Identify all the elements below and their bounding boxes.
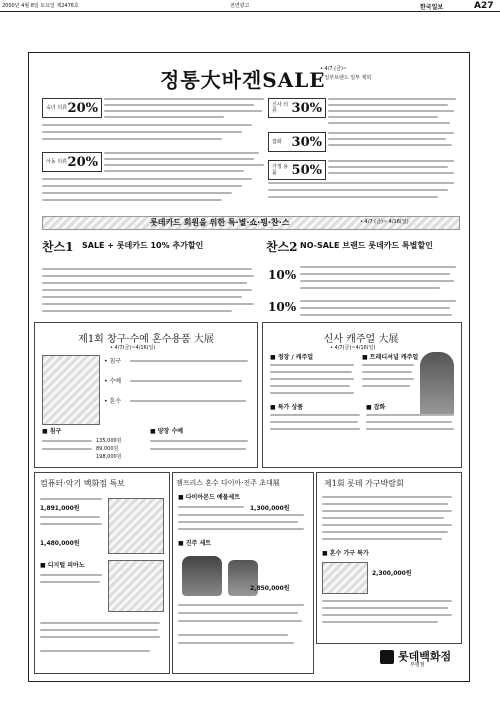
mens-text-line: [270, 371, 352, 373]
banner-text-line: [328, 110, 454, 112]
jewelry-text-line: [178, 642, 294, 644]
banner-text-line: [104, 170, 244, 172]
pct-label-c: 아동 의류: [46, 159, 67, 165]
furniture-text-line: [322, 600, 452, 602]
pct-f: 50%: [291, 162, 322, 178]
banner-text-line: [328, 160, 454, 162]
chance-text-line: [42, 282, 247, 284]
computer-text-line: [40, 516, 100, 518]
jewelry-text-line: [178, 514, 304, 516]
jewelry-text-line: [178, 528, 304, 530]
banner-text-line: [104, 110, 262, 112]
jewelry-text-line: [178, 612, 298, 614]
mens-text-line: [270, 414, 360, 416]
jewelry-text-line: [178, 620, 302, 622]
header-rule: [0, 11, 500, 12]
banner-title: 정통大바겐SALE: [160, 68, 326, 92]
banner-text-line: [268, 189, 448, 191]
computer-text-line: [40, 636, 160, 638]
mens-text-line: [270, 392, 354, 394]
pct-label-f: 가정 용품: [272, 164, 289, 176]
furniture-text-line: [322, 607, 448, 609]
wedding-right-label: ■ 양장 수예: [150, 428, 184, 435]
wedding-item3: • 혼수: [104, 398, 122, 405]
mens-sale-label2: ■ 잡화: [366, 404, 386, 411]
banner-text-line: [328, 104, 448, 106]
wedding-price: 89,000원: [96, 446, 119, 452]
jewelry-text-line: [178, 506, 244, 508]
mens-text-line: [270, 428, 360, 430]
furniture-photo: [322, 562, 368, 594]
wedding-date: • 4/7(금)~4/16(일): [110, 345, 156, 351]
banner-text-line: [268, 182, 454, 184]
furniture-text-line: [322, 614, 452, 616]
furniture-price: 2,300,000원: [372, 570, 412, 577]
wedding-left-label: ■ 침구: [42, 428, 62, 435]
mens-text-line: [362, 371, 412, 373]
header-date: 2000년 4월 8일 토요일 제2476호: [2, 3, 79, 9]
banner-text-line: [42, 131, 242, 133]
wedding-text-line: [42, 448, 92, 450]
banner-note: • 일부브랜드 일부 제외: [320, 75, 372, 81]
banner-text-line: [104, 98, 264, 100]
banner-text-line: [104, 116, 224, 118]
mens-title: 신사 캐주얼 大展: [323, 334, 399, 345]
wedding-item1: • 침구: [104, 358, 122, 365]
mens-text-line: [362, 378, 414, 380]
wedding-price: 135,000원: [96, 438, 122, 444]
pct-d: 30%: [291, 134, 322, 150]
mens-text-line: [270, 364, 354, 366]
chance-text-line: [42, 268, 252, 270]
furniture-text-line: [322, 510, 452, 512]
furniture-text-line: [322, 538, 442, 540]
wedding-price: 198,000원: [96, 454, 122, 460]
banner-text-line: [42, 138, 222, 140]
computer-text-line: [40, 581, 100, 583]
computer-text-line: [40, 650, 150, 652]
chance-text-line: [300, 300, 456, 302]
lotte-logo-mark: [380, 650, 394, 664]
chance2-label: 찬스2: [266, 240, 298, 254]
furniture-label: ■ 혼수 가구 특가: [322, 550, 369, 557]
rocket-title: 롯데카드 회원을 위한 특·별·쇼·핑·찬·스: [150, 218, 290, 227]
banner-text-line: [328, 116, 438, 118]
pct-label-d: 잡화: [272, 139, 282, 145]
chance-text-line: [300, 273, 450, 275]
wedding-photo: [42, 355, 100, 425]
banner-text-line: [268, 196, 438, 198]
jewelry-label1: ■ 다이아몬드 예물세트: [178, 494, 241, 501]
furniture-text-line: [322, 503, 448, 505]
logo-name: 롯데백화점: [398, 650, 452, 663]
piano-photo: [108, 560, 164, 612]
mens-date: • 4/7(금)~4/16(일): [330, 345, 376, 351]
computer-text-line: [40, 523, 102, 525]
banner-text-line: [328, 122, 450, 124]
wedding-text-line: [130, 380, 242, 382]
furniture-title: 제1회 롯데 가구박람회: [324, 479, 404, 488]
banner-text-line: [328, 138, 446, 140]
chance-text-line: [42, 310, 232, 312]
furniture-text-line: [322, 496, 452, 498]
wedding-text-line: [130, 360, 248, 362]
jewelry-bag-photo: [182, 556, 222, 596]
wedding-item2: • 수예: [104, 378, 122, 385]
pct-c: 20%: [67, 154, 98, 170]
chance-text-line: [300, 314, 452, 316]
banner-text-line: [42, 185, 242, 187]
pct-box-a: [42, 98, 102, 118]
mens-model-photo: [420, 352, 454, 416]
furniture-text-line: [322, 531, 448, 533]
computer-text-line: [40, 574, 102, 576]
mens-text-line: [366, 421, 452, 423]
computer-text-line: [40, 622, 160, 624]
banner-text-line: [104, 104, 254, 106]
furniture-text-line: [322, 517, 444, 519]
jewelry-price1: 1,300,000원: [250, 505, 290, 512]
mens-text-line: [366, 414, 454, 416]
header-paper: 한국일보: [420, 4, 444, 11]
banner-text-line: [104, 152, 259, 154]
banner-text-line: [328, 144, 452, 146]
mens-left-label: ■ 정장 / 캐주얼: [270, 354, 314, 361]
computer-title: 컴퓨터·악기 백화점 특보: [40, 479, 125, 488]
jewelry-title: 젬프리스 혼수 다이아·진주 초대展: [176, 479, 280, 487]
furniture-text-line: [322, 524, 452, 526]
computer-text-line: [40, 498, 102, 500]
jewelry-label2: ■ 진주 세트: [178, 540, 212, 547]
pct-label-b: 신사 의류: [272, 102, 289, 114]
chance2-pct2: 10%: [268, 300, 297, 314]
computer-photo: [108, 498, 164, 554]
mens-text-line: [362, 385, 410, 387]
rocket-date: • 4/7 (금)~ 4/16(일): [360, 219, 409, 225]
chance-text-line: [42, 303, 254, 305]
mens-text-line: [270, 421, 358, 423]
chance-text-line: [42, 275, 254, 277]
banner-text-line: [328, 172, 454, 174]
mens-sale-label: ■ 특가 상품: [270, 404, 304, 411]
header-section: 전면광고: [230, 3, 250, 9]
chance2-pct1: 10%: [268, 268, 297, 282]
jewelry-text-line: [178, 521, 298, 523]
chance-text-line: [42, 296, 242, 298]
pct-box-d: [268, 132, 326, 152]
banner-text-line: [42, 178, 252, 180]
wedding-text-line: [150, 440, 248, 442]
computer-badge: ■ 디지털 피아노: [40, 562, 85, 569]
banner-text-line: [328, 132, 454, 134]
banner-text-line: [42, 124, 252, 126]
mens-text-line: [270, 378, 354, 380]
chance-text-line: [300, 266, 456, 268]
pct-box-f: [268, 160, 326, 180]
banner-text-line: [42, 199, 222, 201]
wedding-text-line: [42, 440, 92, 442]
banner-text-line: [328, 166, 448, 168]
banner-text-line: [42, 192, 232, 194]
wedding-title: 제1회 창구·수예 혼수용품 大展: [78, 334, 214, 345]
banner-text-line: [104, 158, 254, 160]
pct-b: 30%: [291, 100, 322, 116]
mens-text-line: [270, 385, 350, 387]
jewelry-text-line: [178, 604, 304, 606]
banner-text-line: [328, 98, 456, 100]
furniture-text-line: [322, 621, 438, 623]
computer-price1: 1,891,000원: [40, 505, 80, 512]
computer-price2: 1,480,000원: [40, 540, 80, 547]
banner-date: • 4/7 (금)~: [320, 66, 348, 72]
chance2-title: NO-SALE 브랜드 롯데카드 특별할인: [300, 241, 433, 250]
chance-text-line: [300, 307, 450, 309]
pct-a: 20%: [67, 100, 98, 116]
mens-right-label: ■ 트래디셔널 캐주얼: [362, 354, 419, 361]
pct-label-a: 숙녀 의류: [46, 105, 67, 111]
banner-text-line: [104, 164, 264, 166]
mens-text-line: [366, 428, 454, 430]
logo-sub: 부평점: [410, 662, 425, 668]
wedding-text-line: [130, 400, 246, 402]
wedding-text-line: [150, 448, 246, 450]
chance1-title: SALE + 롯데카드 10% 추가할인: [82, 241, 204, 250]
pct-box-c: [42, 152, 102, 172]
chance-text-line: [300, 280, 454, 282]
pct-box-b: [268, 98, 326, 118]
header-page: A27: [474, 1, 494, 11]
mens-text-line: [362, 364, 414, 366]
chance1-label: 찬스1: [42, 240, 74, 254]
jewelry-text-line: [178, 634, 288, 636]
chance-text-line: [300, 287, 440, 289]
jewelry-price2: 2,850,000원: [250, 585, 290, 592]
computer-text-line: [40, 629, 158, 631]
chance-text-line: [42, 289, 252, 291]
